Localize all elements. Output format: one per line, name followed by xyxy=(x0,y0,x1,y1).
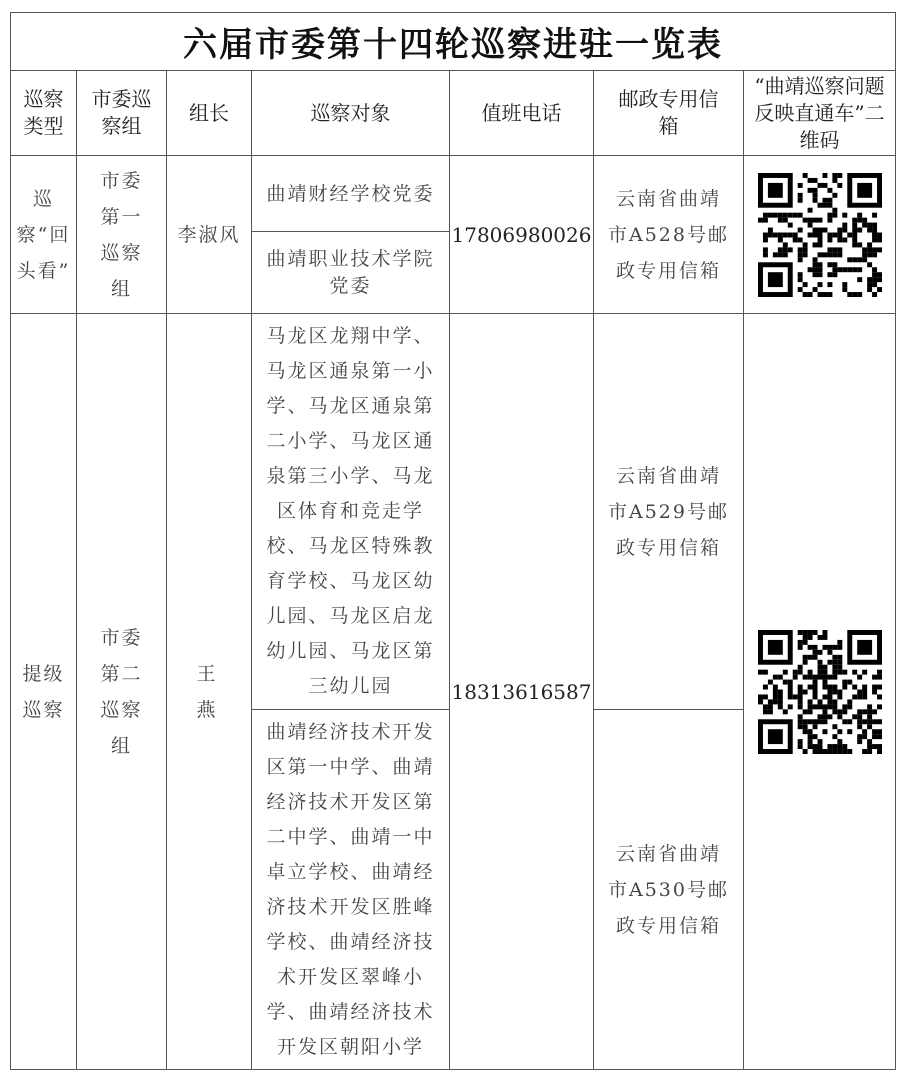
row1-type: 巡察“回头看” xyxy=(11,156,77,314)
qr-code-icon xyxy=(758,630,882,754)
header-group: 市委巡察组 xyxy=(77,71,167,156)
row1-leader: 李淑风 xyxy=(167,156,252,314)
row2-leader: 王 燕 xyxy=(167,314,252,1069)
header-qrcode: “曲靖巡察问题反映直通车”二维码 xyxy=(744,71,895,156)
row2-phone: 18313616587 xyxy=(450,314,594,1069)
row2-target-1: 马龙区龙翔中学、马龙区通泉第一小学、马龙区通泉第二小学、马龙区通泉第三小学、马龙区体育和竞走学校、马龙区特殊教育学校、马龙区幼儿园、马龙区启龙幼儿园、马龙区第三幼儿园 xyxy=(252,314,450,710)
row2-qrcode-cell xyxy=(744,314,895,1069)
row2-type: 提级巡察 xyxy=(11,314,77,1069)
qr-code-icon xyxy=(758,173,882,297)
row2-group: 市委第二巡察组 xyxy=(77,314,167,1069)
row2-target-2: 曲靖经济技术开发区第一中学、曲靖经济技术开发区第二中学、曲靖一中卓立学校、曲靖经济技术开发区胜峰学校、曲靖经济技术开发区翠峰小学、曲靖经济技术开发区朝阳小学 xyxy=(252,710,450,1069)
row1-target-2: 曲靖职业技术学院党委 xyxy=(252,232,450,314)
row1-qrcode-cell xyxy=(744,156,895,314)
header-type: 巡察类型 xyxy=(11,71,77,156)
row1-phone: 17806980026 xyxy=(450,156,594,314)
row1-target-1: 曲靖财经学校党委 xyxy=(252,156,450,232)
header-phone: 值班电话 xyxy=(450,71,594,156)
row1-group: 市委第一巡察组 xyxy=(77,156,167,314)
row2-mailbox-2: 云南省曲靖市A530号邮政专用信箱 xyxy=(594,710,744,1069)
header-leader: 组长 xyxy=(167,71,252,156)
header-mailbox: 邮政专用信箱 xyxy=(594,71,744,156)
row1-mailbox: 云南省曲靖市A528号邮政专用信箱 xyxy=(594,156,744,314)
row2-mailbox-1: 云南省曲靖市A529号邮政专用信箱 xyxy=(594,314,744,710)
inspection-table xyxy=(10,12,896,1070)
page-title: 六届市委第十四轮巡察进驻一览表 xyxy=(11,13,895,71)
header-target: 巡察对象 xyxy=(252,71,450,156)
